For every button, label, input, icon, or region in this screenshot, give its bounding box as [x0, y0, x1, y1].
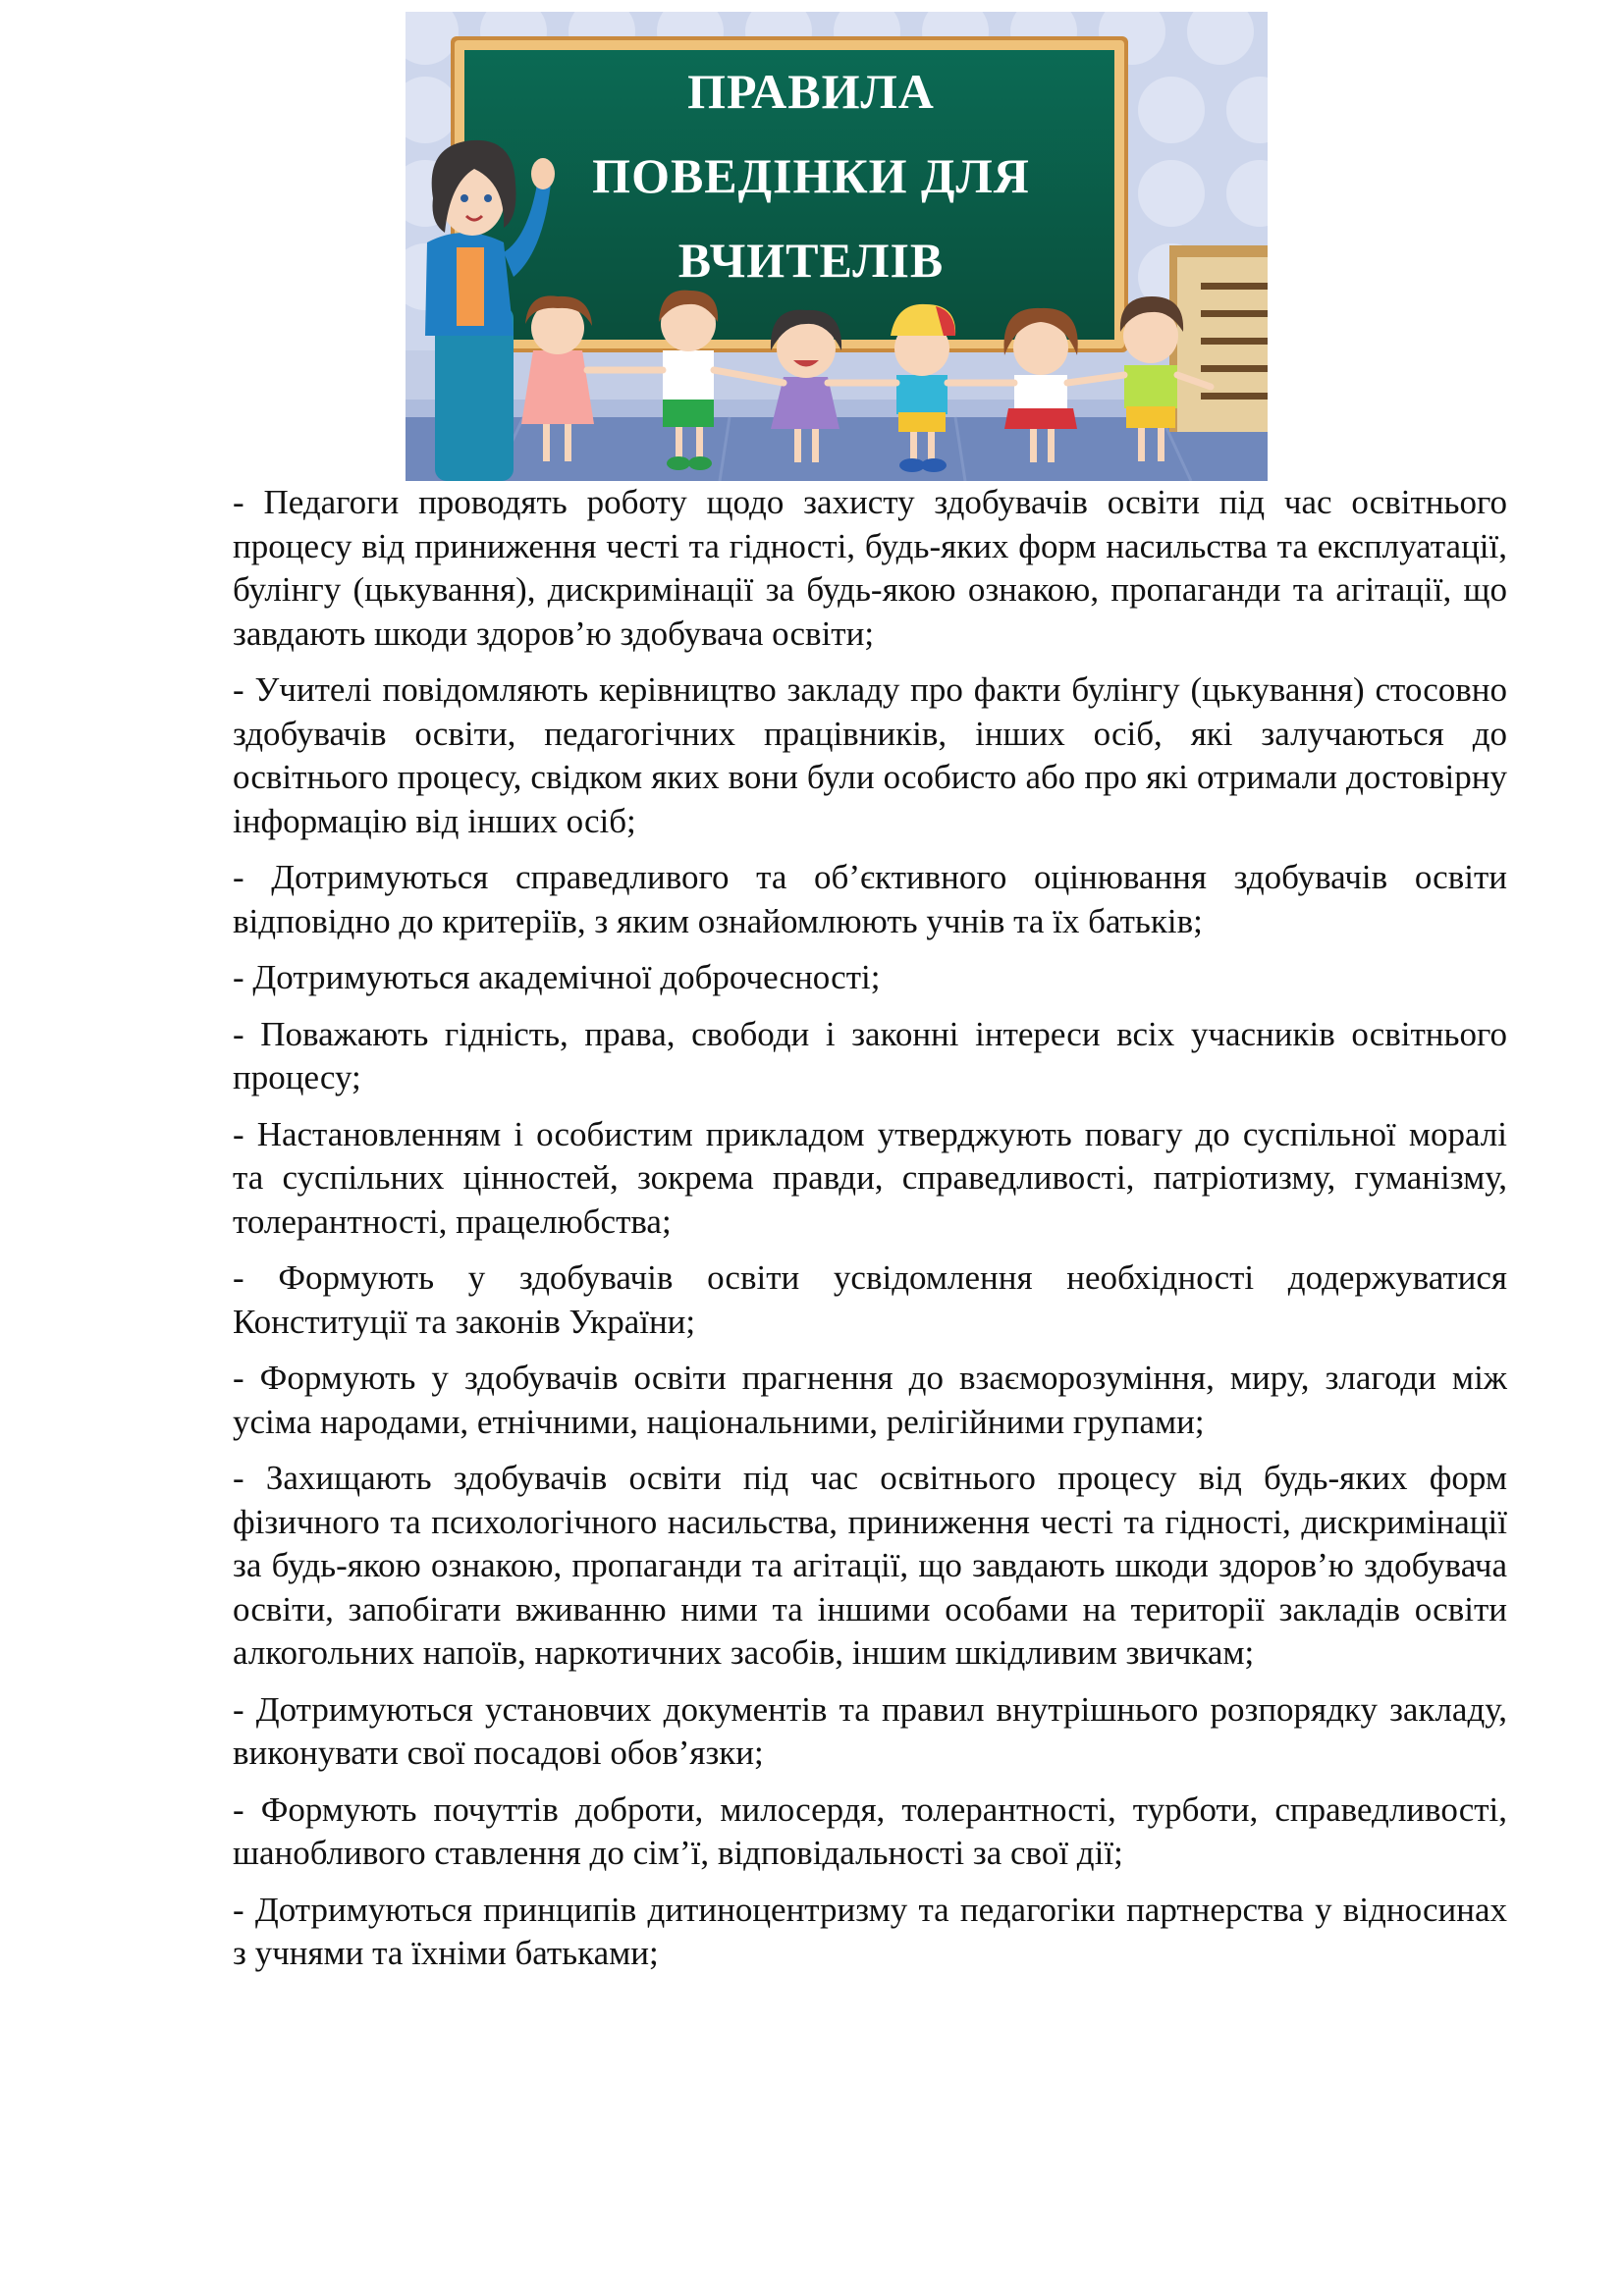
rule-item: - Педагоги проводять роботу щодо захисту здобувачів освіти під час освітнього процесу від приниження честі та гідності, будь-яких форм насильства та експлуатації, булінгу (цькування), дискримінації за будь-якою ознакою, пропаганди та агітації, що завдають шкоди здоров’ю здобувача освіти;	[233, 483, 1507, 653]
rule-item: - Формують у здобувачів освіти прагнення до взаєморозуміння, миру, злагоди між усіма народами, етнічними, національними, релігійними групами;	[233, 1359, 1507, 1441]
banner-title-line-2: ПОВЕДІНКИ ДЛЯ	[592, 148, 1030, 203]
rule-item: - Дотримуються принципів дитиноцентризму та педагогіки партнерства у відносинах з учнями та їхніми батьками;	[233, 1890, 1507, 1972]
rules-list	[233, 481, 1507, 1989]
rule-item: - Формують почуттів доброти, милосердя, толерантності, турботи, справедливості, шанобливого ставлення до сім’ї, відповідальності за свої дії;	[233, 1789, 1507, 1872]
rule-item: - Учителі повідомляють керівництво закладу про факти булінгу (цькування) стосовно здобувачів освіти, педагогічних працівників, інших осіб, які залучаються до освітнього процесу, свідком яких вони були особисто або про які отримали достовірну інформацію від інших осіб;	[233, 670, 1507, 840]
rule-item: - Дотримуються академічної доброчесності;	[233, 958, 881, 996]
rule-item: - Настановленням і особистим прикладом утверджують повагу до суспільної моралі та суспільних цінностей, зокрема правди, справедливості, патріотизму, гуманізму, толерантності, працелюбства;	[233, 1114, 1507, 1241]
banner-title-line-1: ПРАВИЛА	[687, 64, 935, 119]
rule-item: - Дотримуються установчих документів та правил внутрішнього розпорядку закладу, виконувати свої посадові обов’язки;	[233, 1689, 1507, 1772]
banner-title-line-3: ВЧИТЕЛІВ	[677, 233, 945, 288]
banner-illustration	[406, 12, 1268, 481]
rule-item: - Поважають гідність, права, свободи і законні інтереси всіх учасників освітнього процесу;	[233, 1014, 1507, 1096]
banner-title	[460, 49, 1162, 302]
rule-item: - Дотримуються справедливого та об’єктивного оцінювання здобувачів освіти відповідно до критеріїв, з яким ознайомлюють учнів та їх батьків;	[233, 858, 1507, 940]
bookshelf	[1169, 245, 1268, 432]
rule-item: - Захищають здобувачів освіти під час освітнього процесу від будь-яких форм фізичного та психологічного насильства, приниження честі та гідності, дискримінації за будь-якою ознакою, пропаганди та агітації, що завдають шкоди здоров’ю здобувача освіти, запобігати вживанню ними та іншими особами на території закладів освіти алкогольних напоїв, наркотичних засобів, іншим шкідливим звичкам;	[233, 1459, 1507, 1672]
rule-item: - Формують у здобувачів освіти усвідомлення необхідності додержуватися Конституції та законів України;	[233, 1258, 1507, 1341]
